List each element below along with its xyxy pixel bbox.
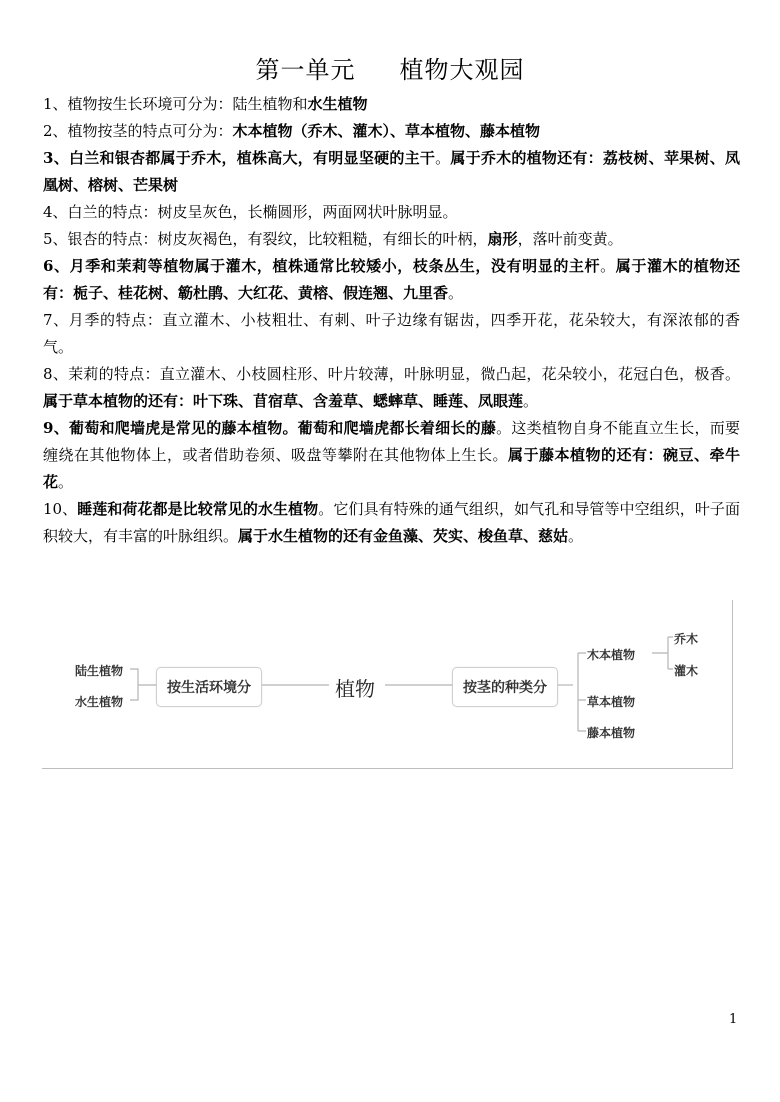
unit-name: 植物大观园	[399, 56, 525, 84]
text-run: 。	[568, 527, 584, 545]
leaf-tree: 乔木	[674, 632, 699, 646]
text-run: 4、白兰的特点：树皮呈灰色，长椭圆形，两面网状叶脉明显。	[43, 203, 458, 221]
text-run: 。这类植物自身不能直立生长，而要缠绕在其他物体上，或者借助卷须、吸盘等攀附在其他物体上生长。	[43, 419, 740, 464]
paragraph-9	[43, 415, 740, 496]
leaf-vine: 藤本植物	[587, 726, 636, 740]
bold-text: 扇形	[487, 230, 518, 248]
text-run: 。	[448, 284, 464, 302]
leaf-terrestrial: 陆生植物	[75, 664, 124, 678]
unit-label: 第一单元	[255, 56, 356, 84]
diagram-connectors	[42, 600, 732, 768]
paragraph-10	[43, 496, 740, 550]
bold-text: 6、月季和茉莉等植物属于灌木，植株通常比较矮小，枝条丛生，没有明显的主杆	[43, 257, 601, 275]
connector-line	[130, 669, 156, 700]
text-run: 1、植物按生长环境可分为：陆生植物和	[43, 95, 308, 113]
text-run: 10、	[43, 500, 78, 518]
text-run: 。	[523, 392, 539, 410]
paragraph-6	[43, 253, 740, 307]
text-run: 8、茉莉的特点：直立灌木、小枝圆柱形、叶片较薄，叶脉明显，微凸起，花朵较小，花冠白色，极香。	[43, 365, 740, 383]
bold-text: 睡莲和荷花都是比较常见的水生植物	[77, 500, 319, 518]
text-run: 2、植物按茎的特点可分为：	[43, 122, 233, 140]
bold-text: 9、葡萄和爬墙虎是常见的藤本植物。葡萄和爬墙虎都长着细长的藤	[43, 419, 497, 437]
page-number: 1	[729, 1012, 738, 1027]
text-run: ，落叶前变黄。	[517, 230, 623, 248]
connector-line	[578, 653, 586, 731]
plant-classification-diagram	[42, 600, 733, 769]
root-plants: 植物	[335, 677, 375, 701]
paragraph-8	[43, 361, 740, 415]
text-run: 5、银杏的特点：树皮灰褐色，有裂纹，比较粗糙，有细长的叶柄，	[43, 230, 488, 248]
connector-line	[652, 637, 673, 669]
text-run: 。	[600, 257, 616, 275]
paragraph-5	[43, 226, 740, 253]
leaf-woody: 木本植物	[587, 648, 636, 662]
paragraph-7	[43, 307, 740, 361]
bold-text: 属于灌木的植物还有：栀子、桂花树、簕杜鹃、大红花、黄榕、假连翘、九里香	[43, 257, 740, 302]
paragraph-1	[43, 91, 740, 118]
text-run: 。	[58, 473, 74, 491]
bold-text: 木本植物（乔木、灌木）、草本植物、藤本植物	[232, 122, 541, 140]
box-by-stem: 按茎的种类分	[452, 667, 558, 707]
box-by-environment: 按生活环境分	[156, 667, 262, 707]
bold-text: 属于藤本植物的还有：碗豆、牵牛花	[43, 446, 740, 491]
bold-text: 属于乔木的植物还有：荔枝树、苹果树、凤凰树、榕树、芒果树	[43, 149, 740, 194]
text-run: 。	[435, 149, 451, 167]
paragraph-4	[43, 199, 740, 226]
leaf-aquatic: 水生植物	[75, 695, 124, 709]
page-title	[0, 50, 780, 85]
paragraph-3	[43, 145, 740, 199]
bold-text: 水生植物	[307, 95, 368, 113]
leaf-herbaceous: 草本植物	[587, 695, 636, 709]
content-body	[43, 91, 740, 550]
leaf-shrub: 灌木	[674, 664, 699, 678]
text-run: 7、月季的特点：直立灌木、小枝粗壮、有刺、叶子边缘有锯齿，四季开花，花朵较大，有深浓郁的香气。	[43, 311, 740, 356]
bold-text: 属于水生植物的还有金鱼藻、芡实、梭鱼草、慈姑	[238, 527, 569, 545]
bold-text: 3、白兰和银杏都属于乔木，植株高大，有明显坚硬的主干	[43, 149, 436, 167]
paragraph-2	[43, 118, 740, 145]
bold-text: 属于草本植物的还有：叶下珠、苜宿草、含羞草、蟋蟀草、睡莲、凤眼莲	[43, 392, 524, 410]
text-run: 。它们具有特殊的通气组织，如气孔和导管等中空组织，叶子面积较大，有丰富的叶脉组织。	[43, 500, 740, 545]
